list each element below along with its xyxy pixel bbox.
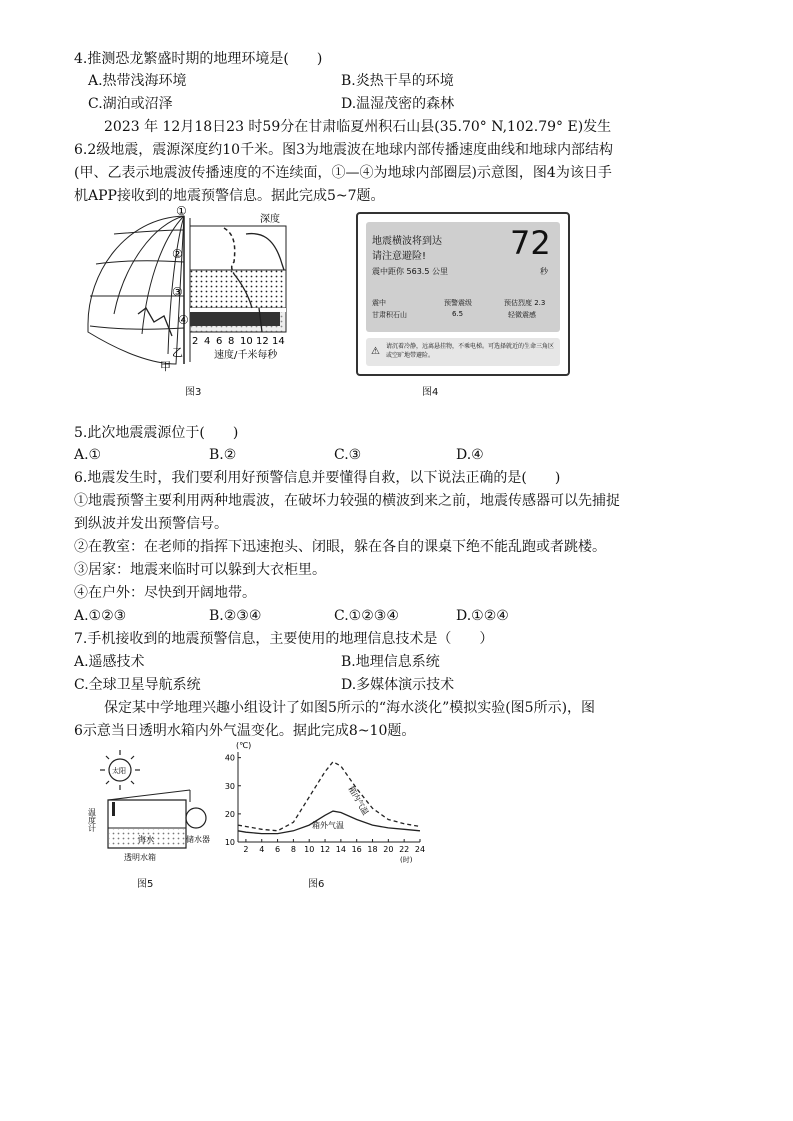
col-value-magnitude: 6.5 [452,310,464,318]
q5-option-a: A.① [74,447,102,463]
alert-title-1: 地震横波将到达 [372,236,442,247]
col-value-intensity: 轻微震感 [508,311,536,319]
figure-5 [86,746,220,872]
q4-option-d: D.温湿茂密的森林 [341,96,455,112]
col-header-intensity: 预估烈度 2.3 [504,299,546,307]
x-tick-label: 16 [351,845,362,854]
alert-title-2: 请注意避险! [372,251,427,262]
col-header-magnitude: 预警震级 [444,299,472,307]
q5-option-d: D.④ [456,447,484,463]
tank-label: 透明水箱 [124,853,156,862]
intro2-line1: 保定某中学地理兴趣小组设计了如图5所示的“海水淡化”模拟实验(图5所示)，图 [104,700,596,716]
x-tick-label: 12 [319,845,331,854]
q7-option-a: A.遥感技术 [74,654,145,670]
q5-option-b: B.② [209,447,237,463]
figure-5-caption: 图5 [137,879,154,890]
x-tick-label: 4 [259,845,265,854]
x-tick-label: 10 [304,845,315,854]
y-unit-label: (℃) [236,741,252,750]
q4-option-c: C.湖泊或沼泽 [88,96,173,112]
sun-label: 太阳 [112,767,126,775]
y-tick-label: 20 [224,809,235,819]
depth-label: 深度 [260,214,280,225]
collector-label: 储水器 [186,835,210,844]
q7-option-b: B.地理信息系统 [341,654,440,670]
q6-statement-1a: ①地震预警主要利用两种地震波，在破坏力较强的横波到来之前，地震传感器可以先捕捉 [74,493,620,509]
layer-label-2: ② [172,247,183,261]
intro1-line2: 6.2级地震，震源深度约10千米。图3为地震波在地球内部传播速度曲线和地球内部结构 [74,142,613,158]
tick-12: 12 [256,336,269,347]
y-tick-label: 10 [224,838,235,847]
warning-icon: ⚠ [371,346,380,357]
figure-4-phone-alert [356,212,570,376]
figure-6-caption: 图6 [308,879,325,890]
tick-14: 14 [272,336,285,347]
x-tick-label: 20 [383,845,394,854]
x-tick-label: 22 [399,845,410,854]
epicenter-distance: 震中距你 563.5 公里 [372,267,448,276]
figure-3-caption: 图3 [185,387,202,398]
boundary-yi-label: 乙 [172,346,183,359]
figure-4-caption: 图4 [422,387,439,398]
x-tick-label: 14 [335,845,346,854]
q6-statement-1b: 到纵波并发出预警信号。 [74,516,228,532]
speed-axis-label: 速度/千米每秒 [214,350,278,361]
x-tick-label: 18 [367,845,378,854]
warning-text: 请沉着冷静，远离悬挂物，不乘电梯。可选择就近的生命三角区或空旷地带避险。 [386,343,555,359]
figure-6-chart [214,738,426,866]
col-header-epicenter: 震中 [372,299,386,307]
q5-stem: 5.此次地震震源位于( ) [74,425,239,441]
q6-option-c: C.①②③④ [334,608,399,624]
layer-label-4: ④ [178,313,189,327]
globe-icon [88,216,184,364]
q4-option-a: A.热带浅海环境 [88,73,187,89]
x-unit-label: (时) [400,856,413,864]
q7-option-c: C.全球卫星导航系统 [74,677,201,693]
layer-label-1: ① [176,204,187,218]
intro1-line1: 2023 年 12月18日23 时59分在甘肃临夏州积石山县(35.70° N,102.79° E)发生 [104,119,612,135]
y-tick-label: 40 [224,753,235,763]
q5-option-c: C.③ [334,447,362,463]
series-label-inside: 箱内气温 [346,784,371,817]
seawater-label: 海水 [138,835,154,844]
q6-option-a: A.①②③ [74,608,127,624]
y-tick-label: 30 [224,781,235,791]
intro1-line3: (甲、乙表示地震波传播速度的不连续面，①—④为地球内部圈层)示意图，图4为该日手 [74,165,612,181]
tick-2: 2 [192,336,199,347]
layer-label-3: ③ [172,285,183,299]
q6-option-b: B.②③④ [209,608,262,624]
q6-statement-3: ③居家：地震来临时可以躲到大衣柜里。 [74,562,326,578]
tick-6: 6 [216,336,223,347]
col-value-epicenter: 甘肃积石山 [372,311,407,319]
q6-stem: 6.地震发生时，我们要利用好预警信息并要懂得自救，以下说法正确的是( ) [74,470,561,486]
q6-statement-4: ④在户外：尽快到开阔地带。 [74,585,256,601]
boundary-jia-label: 甲 [160,360,171,373]
countdown-value: 72 [510,224,551,262]
series-label-outside: 箱外气温 [312,821,344,830]
tick-4: 4 [204,336,211,347]
x-tick-label: 2 [243,845,249,854]
countdown-unit: 秒 [540,267,548,276]
thermometer-label: 温度计 [87,808,97,832]
tick-8: 8 [228,336,235,347]
q7-stem: 7.手机接收到的地震预警信息，主要使用的地理信息技术是（ ） [74,631,494,647]
x-tick-label: 8 [290,845,296,854]
q6-statement-2: ②在教室：在老师的指挥下迅速抱头、闭眼，躲在各自的课桌下绝不能乱跑或者跳楼。 [74,539,606,555]
q6-option-d: D.①②④ [456,608,509,624]
intro2-line2: 6示意当日透明水箱内外气温变化。据此完成8~10题。 [74,723,416,739]
q4-option-b: B.炎热干旱的环境 [341,73,454,89]
figure-3 [84,204,304,374]
x-tick-label: 6 [275,845,281,854]
q7-option-d: D.多媒体演示技术 [341,677,455,693]
x-tick-label: 24 [414,845,426,854]
q4-stem: 4.推测恐龙繁盛时期的地理环境是( ) [74,51,323,67]
intro1-line4: 机APP接收到的地震预警信息。据此完成5~7题。 [74,188,385,204]
tick-10: 10 [240,336,253,347]
